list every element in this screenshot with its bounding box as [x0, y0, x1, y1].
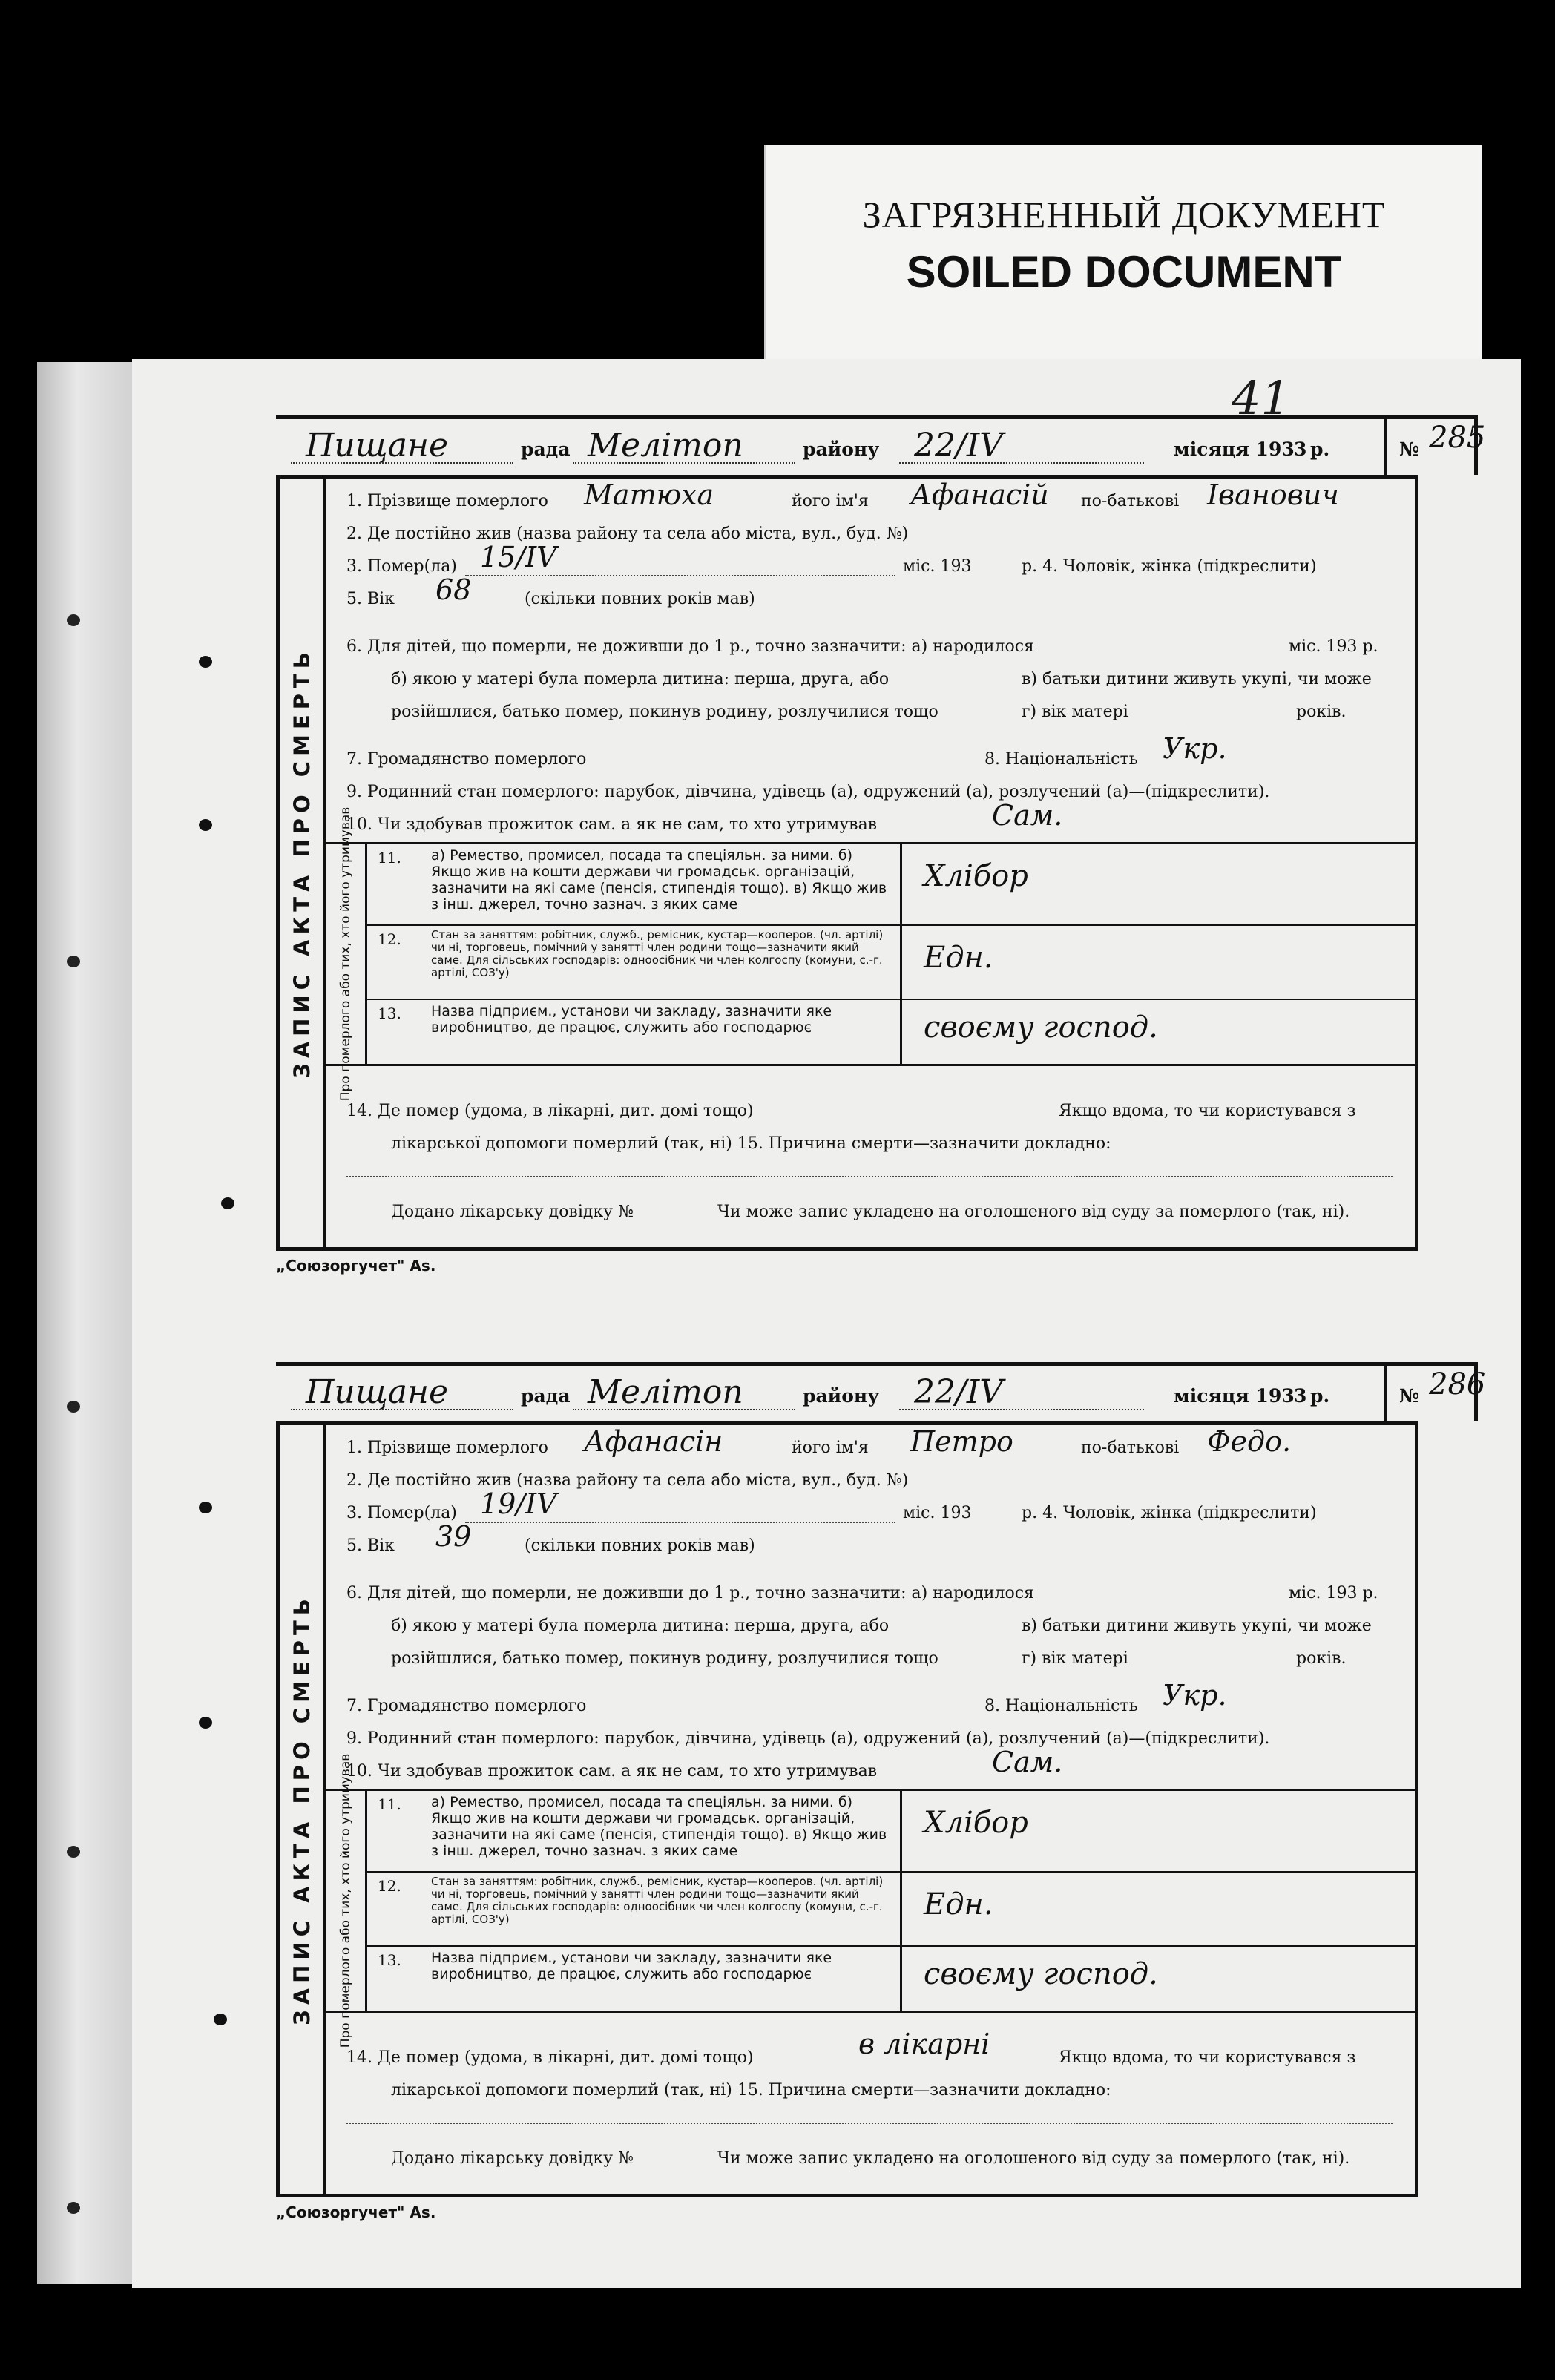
hw-nationality: Укр.	[1163, 732, 1227, 765]
punch-hole	[67, 1846, 80, 1858]
label-no: №	[1399, 438, 1420, 460]
hw-patronymic: Федо.	[1207, 1425, 1292, 1458]
hw-nationality: Укр.	[1163, 1679, 1227, 1712]
label-sex: р. 4. Чоловік, жінка (підкреслити)	[1022, 557, 1317, 576]
field-16: Додано лікарську довідку №	[391, 2149, 634, 2168]
punch-hole	[214, 2014, 227, 2025]
label-rada: рада	[521, 1385, 571, 1407]
field-16b: Чи може запис укладено на оголошеного від суду за померлого (так, ні).	[717, 1203, 1350, 1221]
field-3: 3. Помер(ла)	[346, 557, 457, 576]
hw-rada: Пищане	[306, 1373, 449, 1411]
hw-surname: Матюха	[584, 479, 714, 511]
field-9: 9. Родинний стан померлого: парубок, дівчина, удівець (а), одружений (а), розлучений (а)—(підкреслити).	[346, 1729, 1270, 1748]
field-15: лікарської допомоги померлий (так, ні) 15. Причина смерти—зазначити докладно:	[391, 1134, 1111, 1153]
punch-hole	[199, 656, 212, 668]
hw-status: Едн.	[924, 941, 993, 975]
field-2: 2. Де постійно жив (назва району та села або міста, вул., буд. №)	[346, 525, 909, 543]
hw-date: 22/ІV	[914, 427, 1003, 464]
field-7: 7. Громадянство померлого	[346, 1697, 587, 1715]
sheet-number: 41	[1232, 371, 1290, 425]
death-record-2	[276, 1362, 1486, 2197]
label-rada: рада	[521, 438, 571, 460]
dotted-line	[899, 462, 1144, 464]
record-number-box	[1384, 1366, 1486, 1425]
row-12: 12. Стан за заняттям: робітник, служб., ремісник, кустар—кооперов. (чл. артілі) чи ні, торговець, помічний у занятті член родини тощо—зазначити який саме. Для сільських господарів: одноосібник чи член колгоспу (комуни, с.-г. артілі, СОЗ'у) Едн.	[367, 1873, 1418, 1947]
side-title: ЗАПИС АКТА ПРО СМЕРТЬ	[280, 479, 326, 1247]
form-footer: „Союзоргучет" Аs.	[276, 2203, 436, 2221]
field-8: 8. Національність	[984, 750, 1138, 769]
field-14: 14. Де помер (удома, в лікарні, дит. домі тощо)	[346, 2048, 754, 2067]
dotted-line	[465, 575, 895, 576]
label-name: його ім'я	[792, 1439, 869, 1457]
punch-hole	[221, 1197, 234, 1209]
hw-workplace: своєму господ.	[924, 1957, 1158, 1991]
label-age-note: (скільки повних років мав)	[525, 1536, 755, 1555]
record-body	[276, 475, 1418, 1251]
occupation-side-label: Про померлого або тих, хто його утримував	[326, 1791, 367, 2011]
occupation-side-label: Про померлого або тих, хто його утримував	[326, 844, 367, 1064]
field-1: 1. Прізвище померлого	[346, 1439, 548, 1457]
field-6a: 6. Для дітей, що померли, не доживши до 1 р., точно зазначити: а) народилося	[346, 1584, 1034, 1602]
side-title: ЗАПИС АКТА ПРО СМЕРТЬ	[280, 1425, 326, 2194]
hw-date: 22/ІV	[914, 1373, 1003, 1411]
hw-support: Сам.	[992, 799, 1063, 832]
label-6-month: міс. 193 р.	[1289, 1584, 1378, 1602]
label-month-year: місяця 193	[1174, 438, 1295, 460]
label-name: його ім'я	[792, 492, 869, 510]
label-sex: р. 4. Чоловік, жінка (підкреслити)	[1022, 1504, 1317, 1522]
field-14b: Якщо вдома, то чи користувався з	[1059, 2048, 1356, 2067]
hw-support: Сам.	[992, 1746, 1063, 1778]
field-8: 8. Національність	[984, 1697, 1138, 1715]
hw-age: 39	[435, 1520, 472, 1553]
hw-rayon: Мелітоп	[588, 1373, 743, 1411]
label-month: міс. 193	[903, 557, 972, 576]
dotted-line	[465, 1522, 895, 1523]
hw-name: Петро	[910, 1425, 1013, 1458]
label-rayonu: району	[803, 438, 880, 460]
record-number-box	[1384, 419, 1486, 479]
hw-occupation: Хлібор	[924, 859, 1028, 893]
hw-patronymic: Іванович	[1207, 479, 1339, 511]
field-6b: б) якою у матері була померла дитина: перша, друга, або	[391, 670, 890, 688]
stamp-text-ru: ЗАГРЯЗНЕННЫЙ ДОКУМЕНТ	[862, 194, 1386, 235]
field-14b: Якщо вдома, то чи користувався з	[1059, 1102, 1356, 1120]
hw-died: 19/ІV	[480, 1488, 557, 1520]
hw-workplace: своєму господ.	[924, 1010, 1158, 1045]
dotted-line	[291, 462, 513, 464]
label-patronymic: по-батькові	[1081, 1439, 1180, 1457]
label-patronymic: по-батькові	[1081, 492, 1180, 510]
row-13: 13. Назва підприєм., установи чи закладу, зазначити яке виробництво, де працює, служить або господарює своєму господ.	[367, 1947, 1418, 2011]
row-11: 11. а) Ремество, промисел, посада та спеціяльн. за ними. б) Якщо жив на кошти держави чи громадськ. організацій, зазначити на які саме (пенсія, стипендія тощо). в) Якщо жив з інш. джерел, точно зазнач. з яких саме Хлібор	[367, 1791, 1418, 1873]
field-16: Додано лікарську довідку №	[391, 1203, 634, 1221]
row-12: 12. Стан за заняттям: робітник, служб., ремісник, кустар—кооперов. (чл. артілі) чи ні, торговець, помічний у занятті член родини тощо—зазначити який саме. Для сільських господарів: одноосібник чи член колгоспу (комуни, с.-г. артілі, СОЗ'у) Едн.	[367, 926, 1418, 1000]
label-month: міс. 193	[903, 1504, 972, 1522]
punch-hole	[67, 2202, 80, 2214]
dotted-line	[291, 1409, 513, 1410]
dotted-line	[573, 1409, 795, 1410]
field-6e: г) вік матері	[1022, 1649, 1128, 1668]
field-14: 14. Де помер (удома, в лікарні, дит. домі тощо)	[346, 1102, 754, 1120]
punch-hole	[67, 956, 80, 967]
hw-died: 15/ІV	[480, 541, 557, 573]
dotted-line	[346, 1176, 1393, 1177]
punch-hole	[199, 1717, 212, 1729]
record-body	[276, 1421, 1418, 2197]
hw-surname: Афанасін	[584, 1425, 723, 1458]
field-3: 3. Помер(ла)	[346, 1504, 457, 1522]
field-10: 10. Чи здобував прожиток сам. а як не сам, то хто утримував	[346, 1762, 878, 1781]
field-6e: г) вік матері	[1022, 703, 1128, 721]
punch-hole	[67, 614, 80, 626]
field-10: 10. Чи здобував прожиток сам. а як не сам, то хто утримував	[346, 815, 878, 834]
field-6b: б) якою у матері була померла дитина: перша, друга, або	[391, 1617, 890, 1635]
row-13: 13. Назва підприєм., установи чи закладу, зазначити яке виробництво, де працює, служить або господарює своєму господ.	[367, 1000, 1418, 1064]
punch-hole	[199, 1502, 212, 1513]
hw-death-place: в лікарні	[858, 2028, 990, 2060]
hw-rayon: Мелітоп	[588, 427, 743, 464]
field-6c: в) батьки дитини живуть укупі, чи може	[1022, 1617, 1372, 1635]
label-r: р.	[1310, 438, 1330, 460]
label-years: років.	[1296, 1649, 1347, 1668]
field-1: 1. Прізвище померлого	[346, 492, 548, 510]
field-6d: розійшлися, батько помер, покинув родину, розлучилися тощо	[391, 703, 938, 721]
field-6d: розійшлися, батько помер, покинув родину, розлучилися тощо	[391, 1649, 938, 1668]
record-header	[276, 1362, 1486, 1421]
punch-hole	[67, 1401, 80, 1413]
hw-year: 3	[1294, 1385, 1307, 1407]
hw-record-number: 285	[1429, 421, 1486, 455]
field-6a: 6. Для дітей, що померли, не доживши до 1 р., точно зазначити: а) народилося	[346, 637, 1034, 656]
death-record-1	[276, 415, 1486, 1251]
field-5: 5. Вік	[346, 590, 395, 608]
form-footer: „Союзоргучет" Аs.	[276, 1257, 436, 1275]
label-years: років.	[1296, 703, 1347, 721]
record-header	[276, 415, 1486, 475]
dotted-line	[573, 462, 795, 464]
field-16b: Чи може запис укладено на оголошеного від суду за померлого (так, ні).	[717, 2149, 1350, 2168]
binding-strip	[37, 362, 137, 2284]
label-no: №	[1399, 1385, 1420, 1407]
label-6-month: міс. 193 р.	[1289, 637, 1378, 656]
soiled-document-stamp	[764, 145, 1482, 365]
hw-age: 68	[435, 573, 472, 606]
label-r: р.	[1310, 1385, 1330, 1407]
stamp-text-en: SOILED DOCUMENT	[906, 247, 1342, 297]
hw-rada: Пищане	[306, 427, 449, 464]
hw-status: Едн.	[924, 1887, 993, 1922]
label-month-year: місяця 193	[1174, 1385, 1295, 1407]
field-15: лікарської допомоги померлий (так, ні) 15. Причина смерти—зазначити докладно:	[391, 2081, 1111, 2100]
hw-name: Афанасій	[910, 479, 1049, 511]
hw-year: 3	[1294, 438, 1307, 460]
field-5: 5. Вік	[346, 1536, 395, 1555]
dotted-line	[346, 2123, 1393, 2124]
punch-hole	[199, 819, 212, 831]
row-11: 11. а) Ремество, промисел, посада та спеціяльн. за ними. б) Якщо жив на кошти держави чи громадськ. організацій, зазначити на які саме (пенсія, стипендія тощо). в) Якщо жив з інш. джерел, точно зазнач. з яких саме Хлібор	[367, 844, 1418, 926]
field-9: 9. Родинний стан померлого: парубок, дівчина, удівець (а), одружений (а), розлучений (а)—(підкреслити).	[346, 783, 1270, 801]
field-2: 2. Де постійно жив (назва району та села або міста, вул., буд. №)	[346, 1471, 909, 1490]
hw-record-number: 286	[1429, 1367, 1486, 1401]
label-age-note: (скільки повних років мав)	[525, 590, 755, 608]
label-rayonu: району	[803, 1385, 880, 1407]
field-7: 7. Громадянство померлого	[346, 750, 587, 769]
field-6c: в) батьки дитини живуть укупі, чи може	[1022, 670, 1372, 688]
hw-occupation: Хлібор	[924, 1806, 1028, 1840]
dotted-line	[899, 1409, 1144, 1410]
